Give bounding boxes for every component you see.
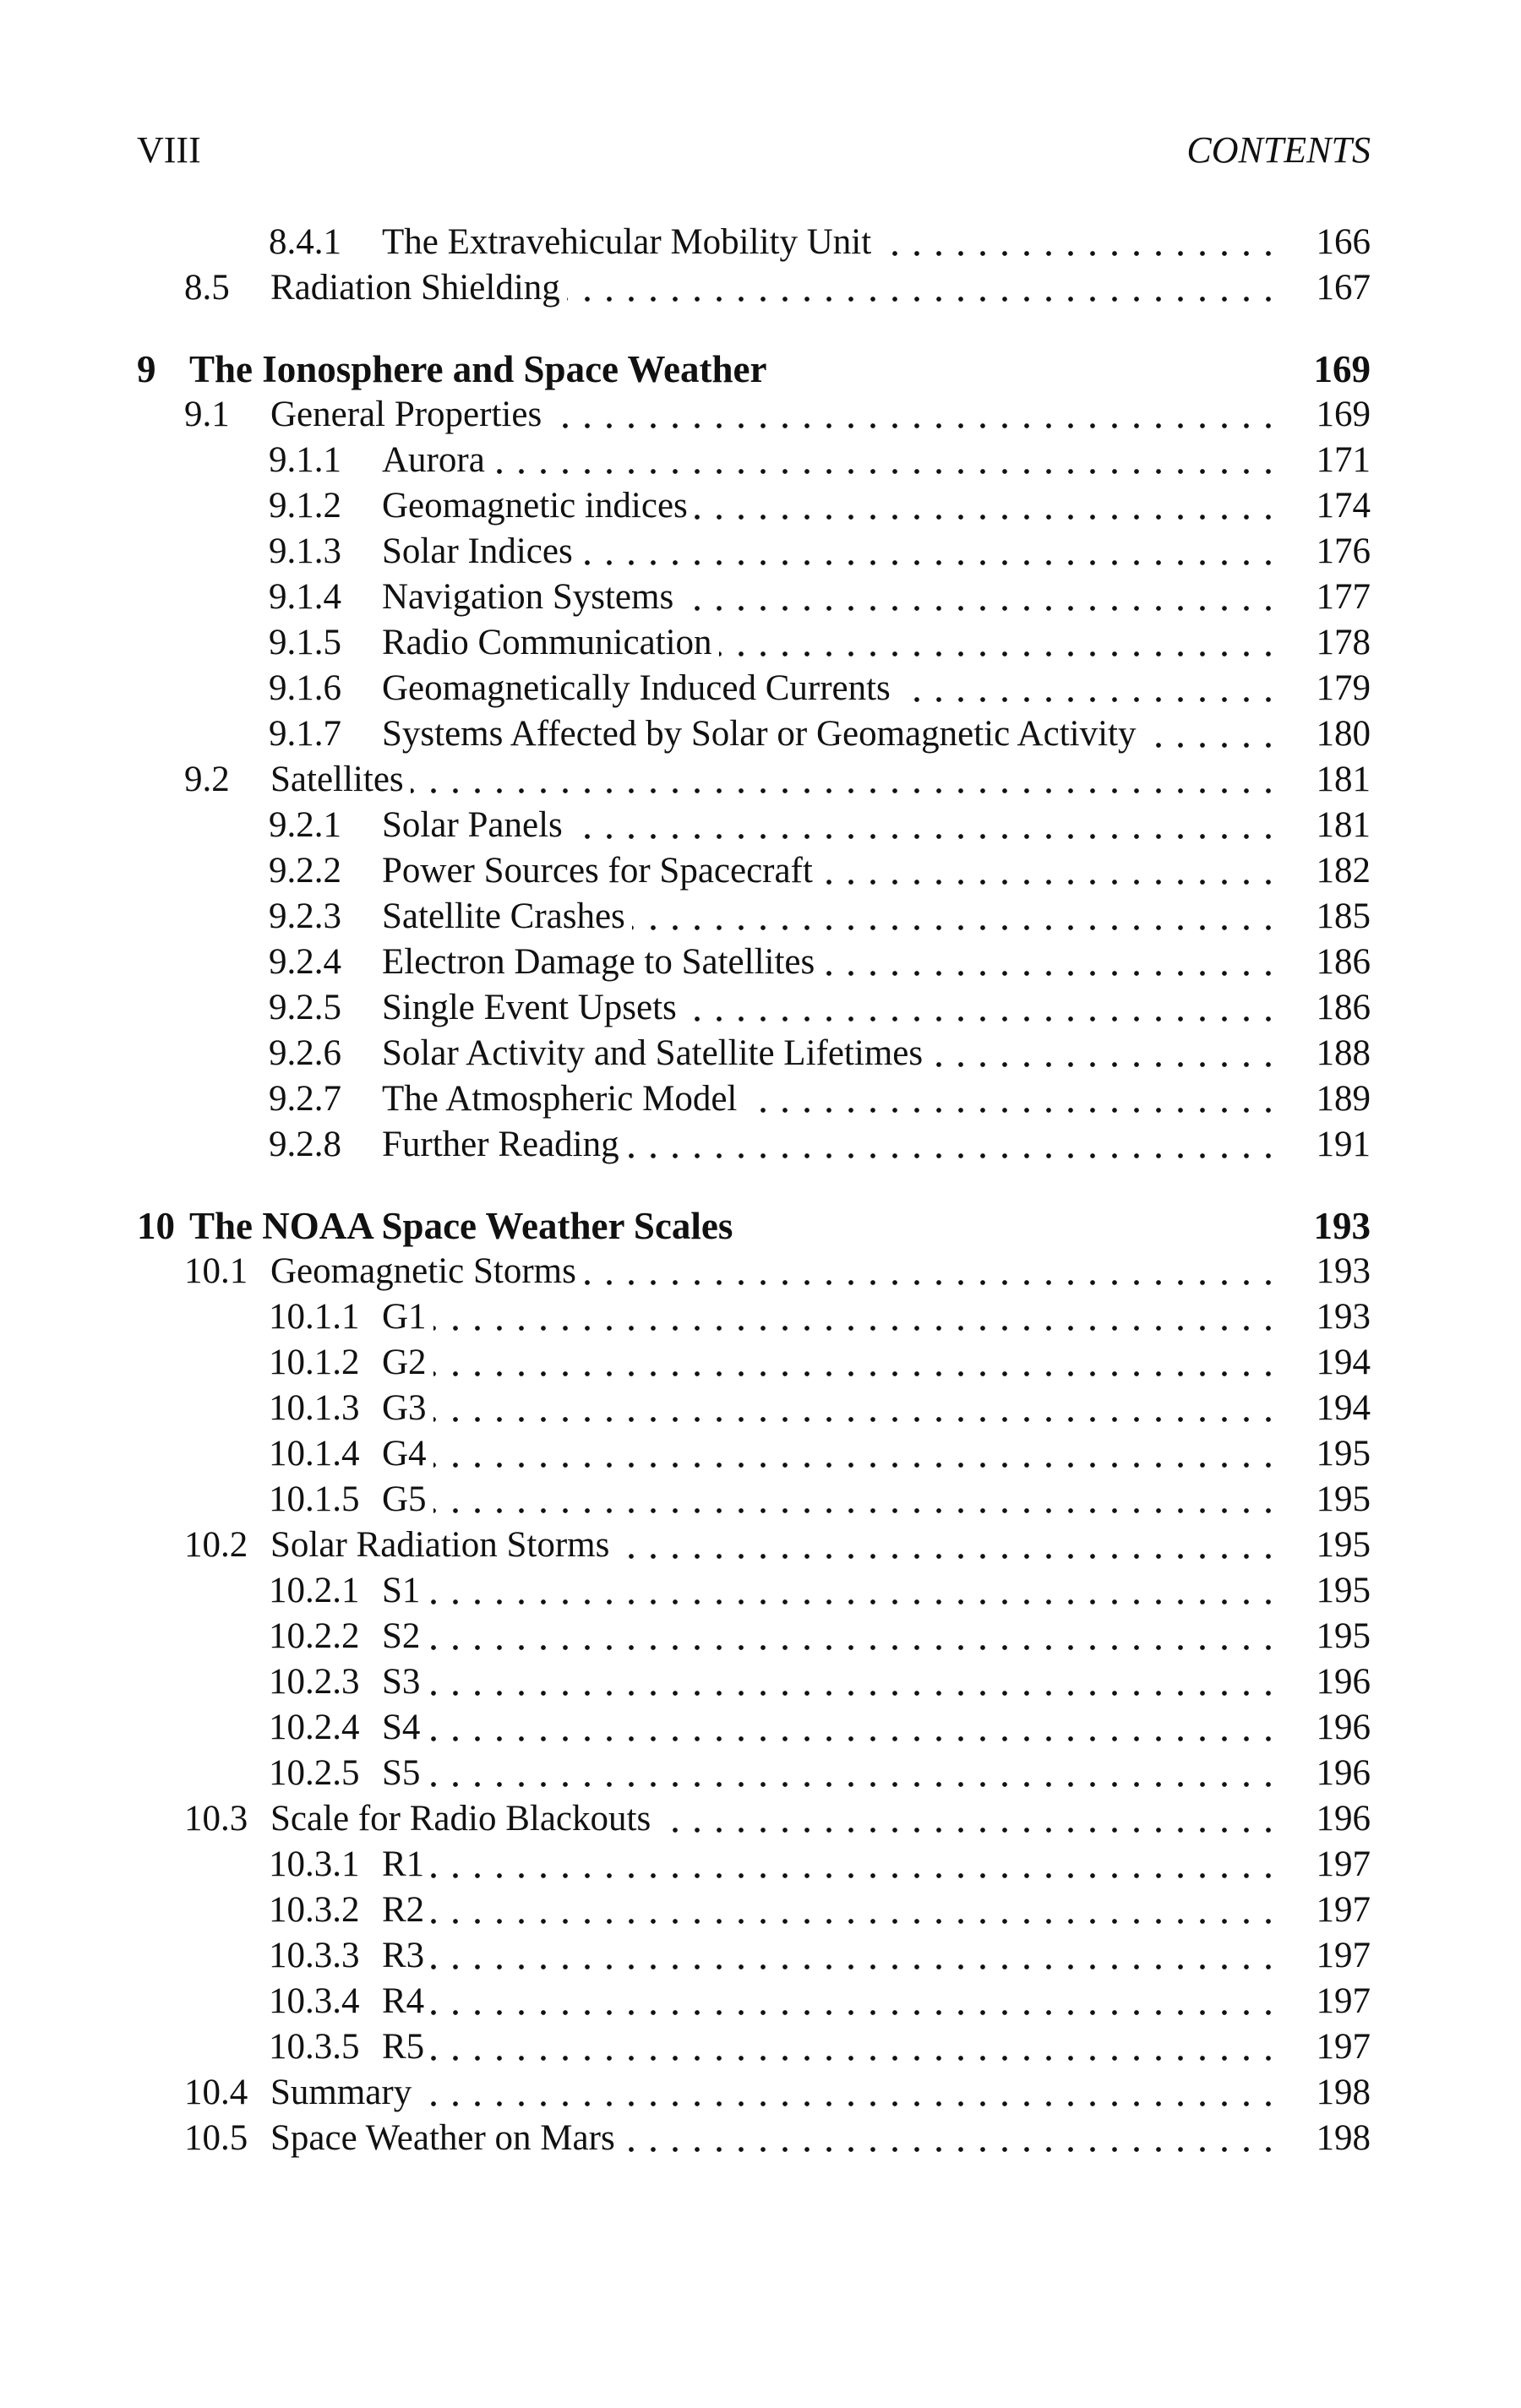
- toc-subsection-entry[interactable]: [137, 1614, 1371, 1659]
- entry-number: 10.2.3: [269, 1662, 360, 1702]
- entry-page-number: 194: [1316, 1388, 1371, 1428]
- entry-title: [382, 529, 1279, 575]
- entry-title-text: Satellite Crashes: [382, 896, 632, 936]
- entry-title-text: General Properties: [270, 395, 548, 434]
- entry-number: 10.4: [184, 2073, 248, 2112]
- toc-section-entry[interactable]: [137, 1796, 1371, 1842]
- entry-title-text: R4: [382, 1981, 431, 2021]
- entry-title-text: Summary: [270, 2073, 418, 2112]
- toc-section-entry[interactable]: [137, 757, 1371, 803]
- entry-title-text: G1: [382, 1297, 433, 1337]
- entry-title-text: Radiation Shielding: [270, 268, 567, 308]
- toc-subsection-entry[interactable]: [137, 620, 1371, 666]
- entry-page-number: 181: [1316, 760, 1371, 799]
- entry-title-text: G5: [382, 1479, 433, 1519]
- entry-page-number: 176: [1316, 531, 1371, 571]
- entry-title: [270, 1796, 1279, 1842]
- chapter-title: The Ionosphere and Space Weather: [189, 348, 767, 390]
- entry-page-number: 191: [1316, 1125, 1371, 1164]
- entry-number: 9.1.4: [269, 577, 341, 617]
- entry-title: [270, 757, 1279, 803]
- entry-title-text: Radio Communication: [382, 623, 719, 662]
- entry-number: 9.2.2: [269, 851, 341, 891]
- entry-number: 9.2: [184, 760, 230, 799]
- entry-title: [382, 1614, 1279, 1659]
- entry-title: [382, 575, 1279, 620]
- entry-title: [382, 1386, 1279, 1431]
- entry-page-number: 178: [1316, 623, 1371, 662]
- toc-section-entry[interactable]: [137, 1249, 1371, 1294]
- entry-number: 9.2.3: [269, 896, 341, 936]
- toc-subsection-entry[interactable]: [137, 894, 1371, 940]
- entry-number: 9.2.1: [269, 805, 341, 845]
- entry-title: [382, 1294, 1279, 1340]
- entry-title: [270, 2070, 1279, 2116]
- entry-title-text: G2: [382, 1343, 433, 1382]
- entry-page-number: 197: [1316, 1890, 1371, 1930]
- running-title: CONTENTS: [1186, 129, 1371, 171]
- entry-title: [270, 2116, 1279, 2161]
- page-folio: VIII: [137, 129, 201, 171]
- entry-page-number: 198: [1316, 2073, 1371, 2112]
- entry-number: 10.3: [184, 1799, 248, 1839]
- chapter-heading[interactable]: [137, 346, 1371, 392]
- entry-page-number: 195: [1316, 1571, 1371, 1610]
- entry-page-number: 181: [1316, 805, 1371, 845]
- entry-title-text: Further Reading: [382, 1125, 626, 1164]
- toc-section-entry[interactable]: [137, 392, 1371, 438]
- chapter-gap: [137, 1168, 1371, 1203]
- entry-title: [382, 1031, 1279, 1076]
- entry-title: [382, 1751, 1279, 1796]
- toc-subsection-entry[interactable]: [137, 1294, 1371, 1340]
- entry-title-text: The Atmospheric Model: [382, 1079, 744, 1119]
- entry-page-number: 196: [1316, 1753, 1371, 1793]
- toc-subsection-entry[interactable]: [137, 1751, 1371, 1796]
- entry-page-number: 189: [1316, 1079, 1371, 1119]
- toc-section-entry[interactable]: [137, 2116, 1371, 2161]
- entry-title-text: Solar Indices: [382, 531, 580, 571]
- entry-number: 10.1.2: [269, 1343, 360, 1382]
- entry-title: [382, 1705, 1279, 1751]
- entry-title: [382, 985, 1279, 1031]
- entry-title: [270, 1249, 1279, 1294]
- entry-title: [382, 1076, 1279, 1122]
- entry-number: 10.5: [184, 2118, 248, 2158]
- entry-title-text: Geomagnetically Induced Currents: [382, 668, 897, 708]
- entry-page-number: 195: [1316, 1434, 1371, 1474]
- entry-title: [382, 1659, 1279, 1705]
- entry-page-number: 196: [1316, 1662, 1371, 1702]
- entry-page-number: 197: [1316, 2027, 1371, 2067]
- entry-page-number: 166: [1316, 222, 1371, 262]
- chapter-page-number: 193: [1313, 1205, 1371, 1247]
- entry-number: 10.2.4: [269, 1708, 360, 1747]
- toc-subsection-entry[interactable]: [137, 1340, 1371, 1386]
- entry-page-number: 198: [1316, 2118, 1371, 2158]
- toc-subsection-entry[interactable]: [137, 1842, 1371, 1888]
- entry-title-text: Power Sources for Spacecraft: [382, 851, 820, 891]
- entry-title: [382, 1888, 1279, 1933]
- toc-subsection-entry[interactable]: [137, 1386, 1371, 1431]
- entry-title: [382, 483, 1279, 529]
- entry-number: 10.3.3: [269, 1936, 360, 1975]
- entry-title-text: Aurora: [382, 440, 492, 480]
- entry-page-number: 180: [1316, 714, 1371, 754]
- entry-page-number: 171: [1316, 440, 1371, 480]
- entry-page-number: 193: [1316, 1251, 1371, 1291]
- entry-title: [382, 711, 1279, 757]
- toc-subsection-entry[interactable]: [137, 1568, 1371, 1614]
- entry-number: 10.3.5: [269, 2027, 360, 2067]
- entry-page-number: 195: [1316, 1479, 1371, 1519]
- entry-number: 9.1.5: [269, 623, 341, 662]
- entry-title: [382, 1979, 1279, 2024]
- entry-title: [382, 1568, 1279, 1614]
- toc-subsection-entry[interactable]: [137, 1076, 1371, 1122]
- entry-number: 10.3.1: [269, 1844, 360, 1884]
- entry-number: 10.2: [184, 1525, 248, 1565]
- entry-page-number: 177: [1316, 577, 1371, 617]
- entry-page-number: 186: [1316, 942, 1371, 982]
- entry-page-number: 193: [1316, 1297, 1371, 1337]
- page-header: [137, 128, 1371, 179]
- entry-title: [382, 803, 1279, 848]
- entry-title-text: Scale for Radio Blackouts: [270, 1799, 657, 1839]
- chapter-title: The NOAA Space Weather Scales: [189, 1205, 733, 1247]
- entry-page-number: 169: [1316, 395, 1371, 434]
- entry-page-number: 196: [1316, 1708, 1371, 1747]
- entry-number: 9.2.7: [269, 1079, 341, 1119]
- toc-subsection-entry[interactable]: [137, 2024, 1371, 2070]
- entry-number: 10.1.5: [269, 1479, 360, 1519]
- entry-title-text: Solar Activity and Satellite Lifetimes: [382, 1033, 930, 1073]
- entry-title: [382, 438, 1279, 483]
- entry-page-number: 194: [1316, 1343, 1371, 1382]
- entry-title: [382, 940, 1279, 985]
- toc-subsection-entry[interactable]: [137, 1979, 1371, 2024]
- toc-subsection-entry[interactable]: [137, 1705, 1371, 1751]
- entry-number: 10.2.2: [269, 1616, 360, 1656]
- entry-number: 10.3.2: [269, 1890, 360, 1930]
- entry-title-text: R3: [382, 1936, 431, 1975]
- toc-section-entry[interactable]: [137, 1523, 1371, 1568]
- entry-title-text: S1: [382, 1571, 427, 1610]
- entry-number: 10.1: [184, 1251, 248, 1291]
- entry-number: 10.1.1: [269, 1297, 360, 1337]
- entry-title: [382, 1842, 1279, 1888]
- chapter-number: 9: [137, 348, 156, 390]
- toc-subsection-entry[interactable]: [137, 803, 1371, 848]
- entry-title: [382, 666, 1279, 711]
- toc-subsection-entry[interactable]: [137, 1431, 1371, 1477]
- entry-page-number: 186: [1316, 988, 1371, 1027]
- toc-subsection-entry[interactable]: [137, 1031, 1371, 1076]
- entry-title-text: Single Event Upsets: [382, 988, 684, 1027]
- chapter-gap: [137, 311, 1371, 346]
- entry-page-number: 185: [1316, 896, 1371, 936]
- toc-subsection-entry[interactable]: [137, 848, 1371, 894]
- entry-number: 10.3.4: [269, 1981, 360, 2021]
- chapter-number: 10: [137, 1205, 175, 1247]
- entry-number: 10.1.4: [269, 1434, 360, 1474]
- entry-page-number: 196: [1316, 1799, 1371, 1839]
- entry-page-number: 195: [1316, 1616, 1371, 1656]
- entry-title-text: R2: [382, 1890, 431, 1930]
- entry-number: 9.2.8: [269, 1125, 341, 1164]
- entry-title-text: S3: [382, 1662, 427, 1702]
- entry-title-text: The Extravehicular Mobility Unit: [382, 222, 878, 262]
- entry-page-number: 197: [1316, 1981, 1371, 2021]
- toc-subsection-entry[interactable]: [137, 1122, 1371, 1168]
- entry-title-text: S5: [382, 1753, 427, 1793]
- entry-page-number: 197: [1316, 1936, 1371, 1975]
- entry-number: 8.4.1: [269, 222, 341, 262]
- toc-section-entry[interactable]: [137, 2070, 1371, 2116]
- entry-page-number: 179: [1316, 668, 1371, 708]
- entry-page-number: 182: [1316, 851, 1371, 891]
- entry-page-number: 167: [1316, 268, 1371, 308]
- entry-title-text: G4: [382, 1434, 433, 1474]
- entry-title-text: Space Weather on Mars: [270, 2118, 622, 2158]
- entry-title: [270, 392, 1279, 438]
- entry-title: [382, 1933, 1279, 1979]
- entry-page-number: 195: [1316, 1525, 1371, 1565]
- toc-subsection-entry[interactable]: [137, 666, 1371, 711]
- table-of-contents: [137, 220, 1371, 2161]
- chapter-page-number: 169: [1313, 348, 1371, 390]
- entry-number: 9.1.6: [269, 668, 341, 708]
- entry-title-text: Electron Damage to Satellites: [382, 942, 821, 982]
- entry-number: 9.2.5: [269, 988, 341, 1027]
- entry-page-number: 188: [1316, 1033, 1371, 1073]
- entry-number: 9.2.6: [269, 1033, 341, 1073]
- entry-number: 8.5: [184, 268, 230, 308]
- entry-title-text: R5: [382, 2027, 431, 2067]
- entry-title: [382, 620, 1279, 666]
- entry-title-text: Geomagnetic Storms: [270, 1251, 583, 1291]
- entry-title: [382, 1431, 1279, 1477]
- toc-subsection-entry[interactable]: [137, 1933, 1371, 1979]
- toc-subsection-entry[interactable]: [137, 985, 1371, 1031]
- entry-title-text: Navigation Systems: [382, 577, 680, 617]
- entry-number: 10.2.5: [269, 1753, 360, 1793]
- entry-number: 9.1: [184, 395, 230, 434]
- entry-title: [382, 1122, 1279, 1168]
- toc-subsection-entry[interactable]: [137, 711, 1371, 757]
- toc-subsection-entry[interactable]: [137, 940, 1371, 985]
- toc-subsection-entry[interactable]: [137, 220, 1371, 265]
- chapter-heading[interactable]: [137, 1203, 1371, 1249]
- entry-number: 9.1.1: [269, 440, 341, 480]
- entry-number: 9.1.3: [269, 531, 341, 571]
- toc-subsection-entry[interactable]: [137, 438, 1371, 483]
- toc-subsection-entry[interactable]: [137, 575, 1371, 620]
- entry-number: 9.2.4: [269, 942, 341, 982]
- entry-title: [382, 2024, 1279, 2070]
- entry-number: 9.1.7: [269, 714, 341, 754]
- entry-page-number: 197: [1316, 1844, 1371, 1884]
- entry-title-text: G3: [382, 1388, 433, 1428]
- entry-title-text: Solar Panels: [382, 805, 570, 845]
- entry-title: [270, 1523, 1279, 1568]
- entry-title: [382, 848, 1279, 894]
- entry-title: [382, 894, 1279, 940]
- entry-title: [382, 220, 1279, 265]
- entry-title: [270, 265, 1279, 311]
- entry-title-text: R1: [382, 1844, 431, 1884]
- entry-title-text: S4: [382, 1708, 427, 1747]
- entry-title-text: Satellites: [270, 760, 411, 799]
- entry-title-text: Geomagnetic indices: [382, 486, 695, 526]
- toc-subsection-entry[interactable]: [137, 529, 1371, 575]
- entry-title: [382, 1477, 1279, 1523]
- toc-subsection-entry[interactable]: [137, 1888, 1371, 1933]
- entry-title-text: Systems Affected by Solar or Geomagnetic Activity: [382, 714, 1142, 754]
- entry-number: 10.2.1: [269, 1571, 360, 1610]
- entry-number: 9.1.2: [269, 486, 341, 526]
- entry-title-text: Solar Radiation Storms: [270, 1525, 616, 1565]
- entry-page-number: 174: [1316, 486, 1371, 526]
- toc-subsection-entry[interactable]: [137, 1477, 1371, 1523]
- toc-section-entry[interactable]: [137, 265, 1371, 311]
- entry-title-text: S2: [382, 1616, 427, 1656]
- toc-subsection-entry[interactable]: [137, 483, 1371, 529]
- entry-title: [382, 1340, 1279, 1386]
- entry-number: 10.1.3: [269, 1388, 360, 1428]
- toc-subsection-entry[interactable]: [137, 1659, 1371, 1705]
